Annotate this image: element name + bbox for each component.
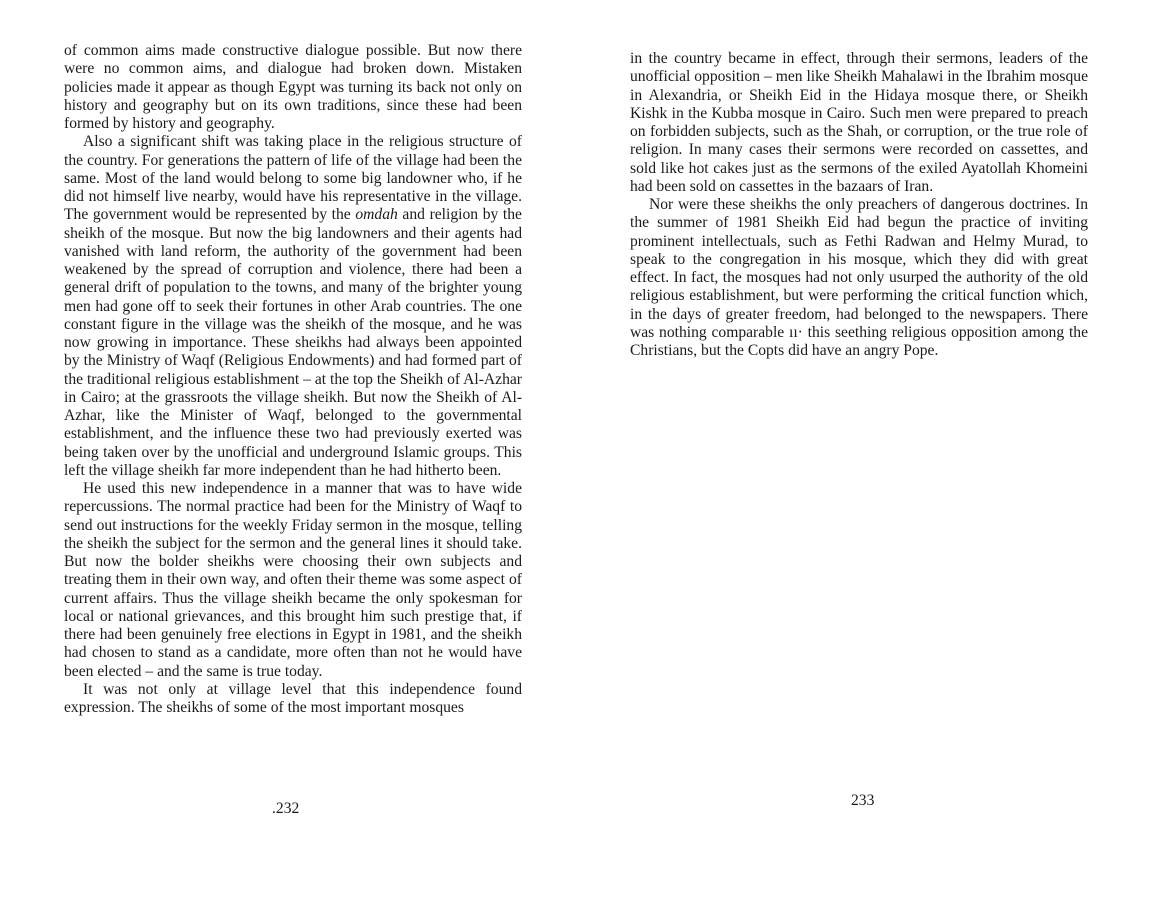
right-paragraph-2: Nor were these sheikhs the only preachers of dangerous doctrines. In the summer of 1981 Sheikh Eid had begun the practice of inviting prominent intellectuals, such as Fethi Radwan and Helmy Murad, to speak to the congregation in his mosque, which they did with great effect. In fact, the mosques had not only usurped the authority of the old religious establishment, but were performing the critical function which, in the days of greater freedom, had belonged to the newspapers. There was nothing comparable ıı· this seething religious opposition among the Christians, but the Copts did have an angry Pope. — [630, 196, 1088, 359]
omdah-italic-term: omdah — [355, 206, 398, 224]
left-paragraph-3: He used this new independence in a manner that was to have wide repercussions. The normal practice had been for the Ministry of Waqf to send out instructions for the weekly Friday sermon in the mosque, telling the sheikh the subject for the sermon and the general lines it should take. But now the bolder sheikhs were choosing their own subjects and treating them in their own way, and often their theme was some aspect of current affairs. Thus the village sheikh became the only spokesman for local or national grievances, and this brought him such prestige that, if there had been genuinely free elections in Egypt in 1981, and the sheikh had chosen to stand as a candidate, more often than not he would have been elected – and the same is true today. — [64, 480, 522, 680]
right-page-text-column — [630, 50, 1088, 360]
right-paragraph-1: in the country became in effect, through their sermons, leaders of the unofficial opposition – men like Sheikh Mahalawi in the Ibrahim mosque in Alexandria, or Sheikh Eid in the Hidaya mosque there, or Sheikh Kishk in the Kubba mosque in Cairo. Such men were prepared to preach on forbidden subjects, such as the Shah, or corruption, or the true role of religion. In many cases their sermons were recorded on cassettes, and sold like hot cakes just as the sermons of the exiled Ayatollah Khomeini had been sold on cassettes in the bazaars of Iran. — [630, 50, 1088, 195]
left-page-number: .232 — [272, 800, 300, 817]
left-paragraph-1: of common aims made constructive dialogue possible. But now there were no common aims, and dialogue had broken down. Mistaken policies made it appear as though Egypt was turning its back not only on history and geography but on its own traditions, since these had been formed by history and geography. — [64, 42, 522, 132]
left-paragraph-2 — [64, 133, 522, 480]
right-page — [575, 0, 1150, 908]
left-page-text-column — [64, 42, 522, 717]
left-paragraph-2-start: Also a significant shift was taking place in the religious structure of the country. For generations the pattern of life of the village had been the same. Most of the land would belong to some big landowner who, if he did not himself live nearby, would have his representative in the village. The government would be represented by the — [64, 133, 522, 224]
right-page-number: 233 — [851, 792, 875, 809]
left-paragraph-4: It was not only at village level that this independence found expression. The sheikhs of some of the most important mosques — [64, 680, 522, 716]
left-paragraph-2-rest: and religion by the sheikh of the mosque. But now the big landowners and their agents had vanished with land reform, the authority of the government had been weakened by the spread of corruption and violence, there had been a general drift of population to the towns, and many of the brighter young men had gone off to seek their fortunes in other Arab countries. The one constant figure in the village was the sheikh of the mosque, and he was now growing in importance. These sheikhs had always been appointed by the Ministry of Waqf (Religious Endowments) and had formed part of the traditional religious establishment – at the top the Sheikh of Al-Azhar in Cairo; at the grassroots the village sheikh. But now the Sheikh of Al-Azhar, like the Minister of Waqf, belonged to the governmental establishment, and the influence these two had previously exerted was being taken over by the unofficial and underground Islamic groups. This left the village sheikh far more independent than he had hitherto been. — [64, 206, 522, 479]
